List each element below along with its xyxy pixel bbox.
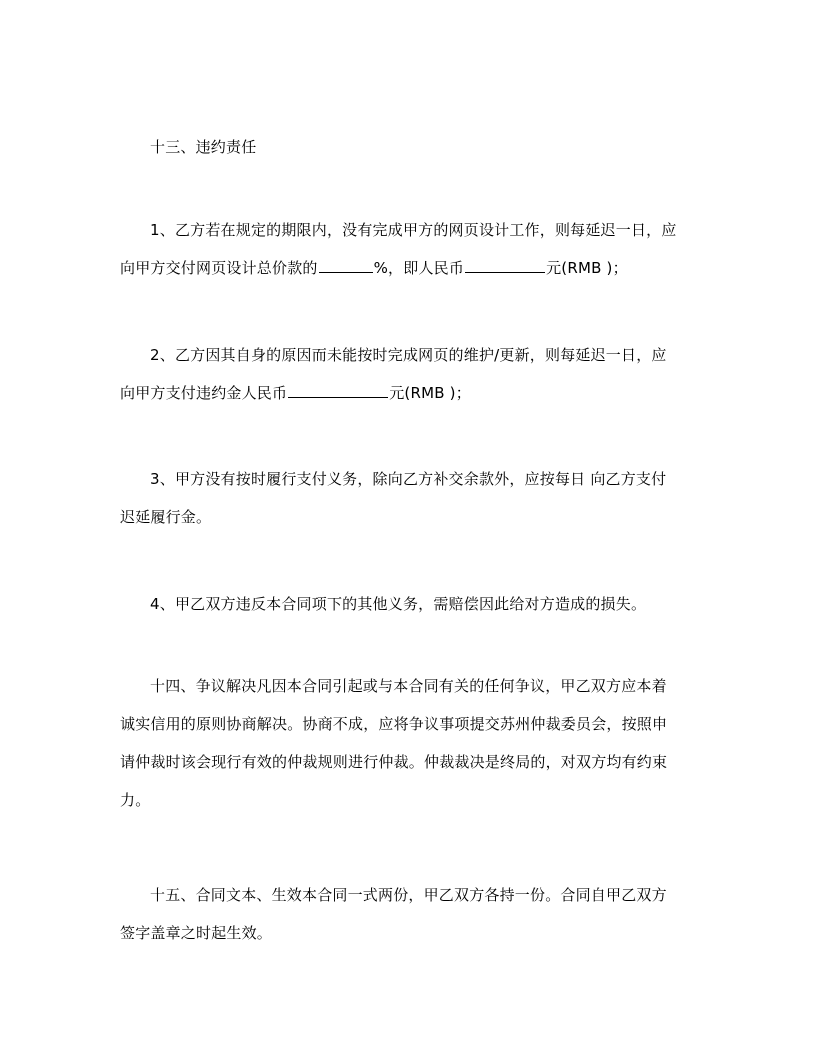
section-14-line-3: 请仲裁时该会现行有效的仲裁规则进行仲裁。仲裁裁决是终局的，对双方均有约束 <box>120 753 668 771</box>
section-13-title: 十三、违约责任 <box>150 138 257 156</box>
section-15-line-1: 十五、合同文本、生效本合同一式两份，甲乙双方各持一份。合同自甲乙双方 <box>150 886 667 904</box>
section-15-line-2: 签字盖章之时起生效。 <box>120 924 273 942</box>
clause-4 <box>120 585 698 623</box>
clause-3 <box>120 460 698 536</box>
clause-2 <box>120 336 698 412</box>
percentage-blank[interactable] <box>319 257 373 273</box>
section-14-line-4: 力。 <box>120 791 151 809</box>
section-15 <box>120 876 698 952</box>
clause-1-line-2: 向甲方交付网页设计总价款的 %，即人民币 元(RMB )； <box>120 259 628 277</box>
section-14-line-2: 诚实信用的原则协商解决。协商不成，应将争议事项提交苏州仲裁委员会，按照申 <box>120 715 668 733</box>
clause-2-line-2: 向甲方支付违约金人民币 元(RMB )； <box>120 384 471 402</box>
section-13-heading <box>120 128 698 166</box>
clause-1-line-1: 1、乙方若在规定的期限内，没有完成甲方的网页设计工作，则每延迟一日，应 <box>150 221 677 239</box>
clause-1 <box>120 211 698 287</box>
penalty-amount-blank[interactable] <box>288 382 388 398</box>
amount-blank[interactable] <box>465 257 545 273</box>
clause-3-line-2: 迟延履行金。 <box>120 508 212 526</box>
clause-2-line-1: 2、乙方因其自身的原因而未能按时完成网页的维护/更新，则每延迟一日，应 <box>150 346 667 364</box>
clause-4-line-1: 4、甲乙双方违反本合同项下的其他义务，需赔偿因此给对方造成的损失。 <box>150 595 647 613</box>
clause-3-line-1: 3、甲方没有按时履行支付义务，除向乙方补交余款外，应按每日 向乙方支付 <box>150 470 667 488</box>
section-14-line-1: 十四、争议解决凡因本合同引起或与本合同有关的任何争议，甲乙双方应本着 <box>150 677 667 695</box>
section-14 <box>120 667 698 819</box>
